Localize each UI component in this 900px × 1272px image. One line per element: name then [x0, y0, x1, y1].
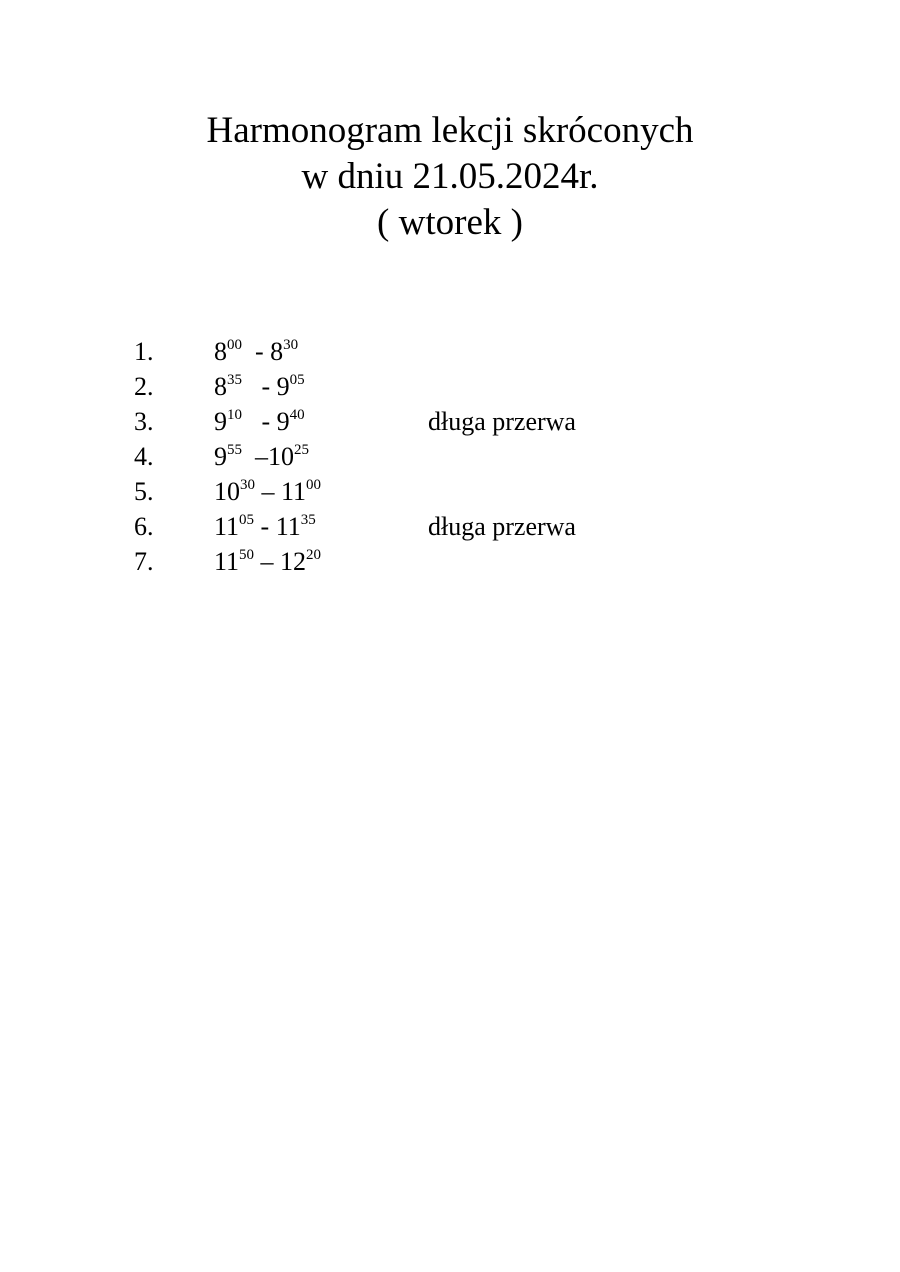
- start-hour: 11: [214, 547, 240, 576]
- lesson-time: [214, 334, 298, 369]
- title-line-2: w dniu 21.05.2024r.: [301, 156, 599, 197]
- lesson-row: [0, 334, 900, 369]
- end-minutes: 05: [289, 372, 305, 388]
- end-hour: 12: [280, 547, 307, 576]
- start-hour: 9: [214, 407, 227, 436]
- start-hour: 8: [214, 372, 227, 401]
- time-separator: -: [242, 337, 271, 366]
- end-minutes: 00: [306, 477, 322, 493]
- start-hour: 9: [214, 442, 227, 471]
- end-hour: 9: [276, 372, 290, 401]
- start-hour: 8: [214, 337, 227, 366]
- lesson-time: [214, 544, 321, 579]
- title-line-3: ( wtorek ): [377, 202, 523, 243]
- lesson-row: [0, 439, 900, 474]
- lesson-number: 1.: [134, 337, 154, 366]
- end-minutes: 35: [300, 512, 316, 528]
- lesson-note: długa przerwa: [428, 512, 576, 541]
- lesson-number: 3.: [134, 407, 154, 436]
- end-hour: 8: [270, 337, 284, 366]
- title-line-1: Harmonogram lekcji skróconych: [206, 110, 694, 151]
- start-minutes: 50: [239, 547, 255, 563]
- start-minutes: 10: [227, 407, 242, 423]
- start-minutes: 30: [240, 477, 255, 493]
- lesson-number: 4.: [134, 442, 154, 471]
- lesson-note: długa przerwa: [428, 407, 576, 436]
- lesson-time: [214, 404, 305, 439]
- lesson-row: [0, 369, 900, 404]
- time-separator: -: [242, 372, 277, 401]
- start-minutes: 35: [227, 372, 242, 388]
- lesson-row: [0, 474, 900, 509]
- lesson-number: 5.: [134, 477, 154, 506]
- time-separator: –: [255, 477, 281, 506]
- lesson-time: [214, 369, 305, 404]
- end-hour: 11: [281, 477, 307, 506]
- start-minutes: 00: [227, 337, 242, 353]
- lesson-row: [0, 509, 900, 544]
- end-minutes: 30: [283, 337, 299, 353]
- time-separator: –: [254, 547, 281, 576]
- lesson-schedule: [0, 334, 900, 579]
- time-separator: –: [242, 442, 268, 471]
- lesson-number: 2.: [134, 372, 154, 401]
- end-minutes: 25: [294, 442, 309, 458]
- lesson-time: [214, 474, 321, 509]
- start-minutes: 05: [239, 512, 255, 528]
- lesson-time: [214, 439, 309, 474]
- lesson-row: [0, 404, 900, 439]
- lesson-number: 7.: [134, 547, 154, 576]
- end-hour: 10: [268, 442, 294, 471]
- lesson-time: [214, 509, 316, 544]
- start-hour: 10: [214, 477, 240, 506]
- start-minutes: 55: [227, 442, 242, 458]
- lesson-number: 6.: [134, 512, 154, 541]
- start-hour: 11: [214, 512, 240, 541]
- end-hour: 9: [276, 407, 290, 436]
- lesson-row: [0, 544, 900, 579]
- end-minutes: 20: [306, 547, 322, 563]
- document-title: [0, 108, 900, 246]
- time-separator: -: [242, 407, 277, 436]
- end-minutes: 40: [289, 407, 305, 423]
- end-hour: 11: [275, 512, 301, 541]
- time-separator: -: [254, 512, 276, 541]
